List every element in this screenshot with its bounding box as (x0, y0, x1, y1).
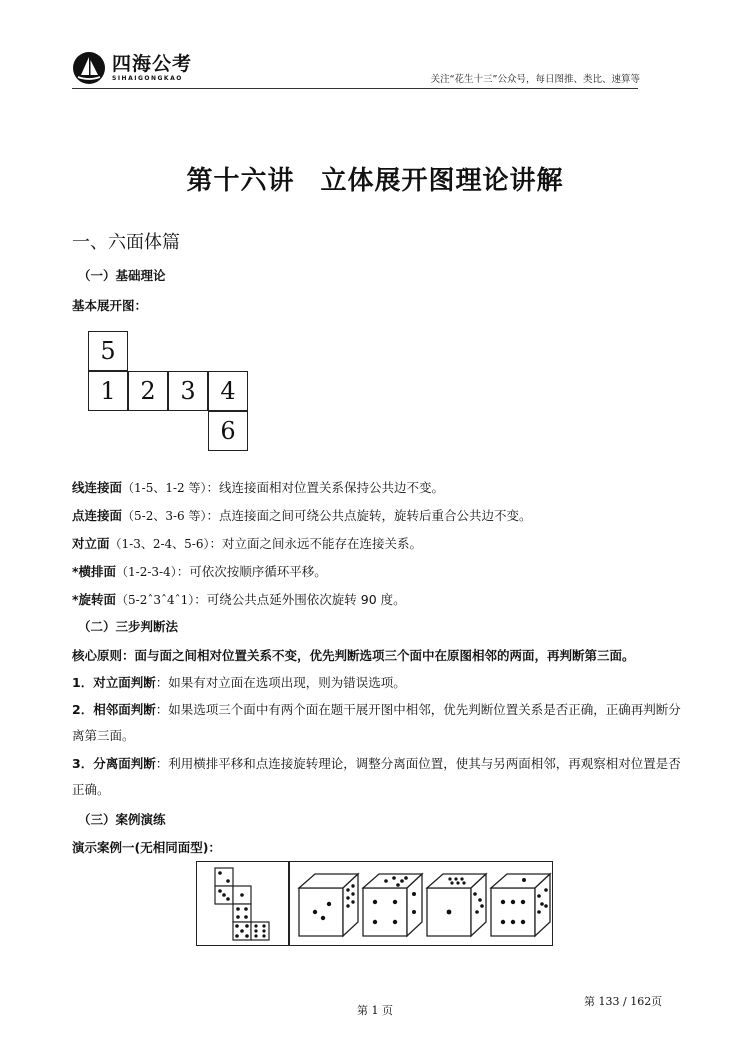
page-header (72, 50, 678, 90)
rule-point-connect: 点连接面（5-2、3-6 等）：点连接面之间可绕公共点旋转，旋转后重合公共边不变。 (72, 508, 532, 523)
net-face-5: 5 (88, 331, 128, 371)
page-title (0, 160, 750, 197)
subsection-title: 基础理论 (115, 268, 166, 283)
step-1: 1．对立面判断：如果有对立面在选项出现，则为错误选项。 (72, 675, 406, 690)
dice-net-icon (197, 862, 288, 944)
subsection-number: （一） (78, 268, 116, 283)
sailboat-logo-icon (72, 51, 106, 85)
header-divider (72, 88, 638, 89)
rule-rotation: *旋转面（5-2ˆ3ˆ4ˆ1）：可绕公共点延外围依次旋转 90 度。 (72, 592, 406, 607)
rule-opposite: 对立面（1-3、2-4、5-6）：对立面之间永远不能存在连接关系。 (72, 536, 423, 551)
subsection-title: 案例演练 (115, 812, 166, 827)
net-face-1: 1 (88, 371, 128, 411)
dice-options-icon (290, 862, 552, 944)
net-face-6: 6 (208, 411, 248, 451)
page-count: 第 133 / 162页 (584, 995, 663, 1008)
subsection-three-steps (78, 617, 178, 635)
case-one-label: 演示案例一(无相同面型)： (72, 840, 221, 855)
subsection-number: （二） (78, 619, 116, 634)
logo (72, 50, 192, 86)
logo-text: 四海公考 (112, 52, 193, 75)
step-3: 3．分离面判断：利用横排平移和点连接旋转理论，调整分离面位置，使其与另两面相邻，再观察相对位置是否正确。 (72, 756, 681, 797)
net-face-4: 4 (208, 371, 248, 411)
subsection-basic-theory (78, 266, 166, 284)
basic-net-label: 基本展开图： (72, 298, 148, 313)
page-number: 第 1 页 (357, 1004, 393, 1017)
subsection-case-practice (78, 810, 166, 828)
logo-subtext: SIHAIGONGKAO (112, 74, 183, 82)
title-topic: 立体展开图理论讲解 (320, 166, 564, 196)
step-2: 2．相邻面判断：如果选项三个面中有两个面在题干展开图中相邻，优先判断位置关系是否正确，正确再判断分离第三面。 (72, 702, 681, 743)
header-note: 关注“花生十三”公众号，每日图推、类比、速算等 (430, 74, 640, 85)
title-lecture: 第十六讲 (186, 166, 295, 196)
core-principle: 核心原则：面与面之间相对位置关系不变，优先判断选项三个面中在原图相邻的两面，再判断第三面。 (72, 648, 635, 663)
subsection-number: （三） (78, 812, 116, 827)
section-heading: 一、六面体篇 (72, 232, 180, 253)
net-face-3: 3 (168, 371, 208, 411)
net-face-2: 2 (128, 371, 168, 411)
rule-horizontal: *横排面（1-2-3-4）：可依次按顺序循环平移。 (72, 564, 327, 579)
rule-line-connect: 线连接面（1-5、1-2 等）：线连接面相对位置关系保持公共边不变。 (72, 480, 444, 495)
subsection-title: 三步判断法 (115, 619, 179, 634)
cube-net-diagram (88, 331, 250, 453)
case-one-figure (196, 861, 553, 946)
